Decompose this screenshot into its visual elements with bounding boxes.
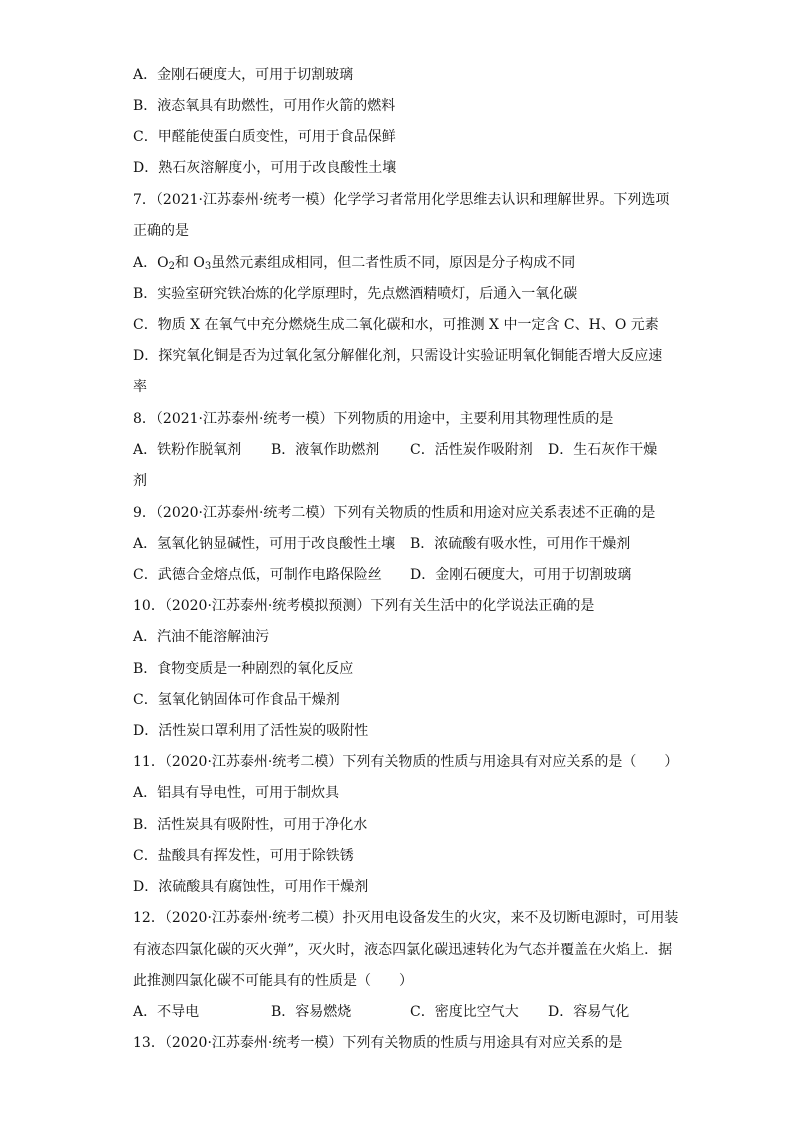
q9-options-row2: [133, 565, 673, 585]
q8-option-d-cont: 剂: [133, 473, 147, 489]
q9-stem: 9．（2020·江苏泰州·统考二模）下列有关物质的性质和用途对应关系表述不正确的是: [133, 505, 656, 521]
q11-option-d: D．浓硫酸具有腐蚀性，可用作干燥剂: [133, 879, 369, 895]
q9-option-b: B．浓硫酸有吸水性，可用作干燥剂: [410, 536, 631, 552]
q11-stem: 11．（2020·江苏泰州·统考二模）下列有关物质的性质与用途具有对应关系的是（ ）: [133, 754, 679, 770]
q6-option-c: C．甲醛能使蛋白质变性，可用于食品保鲜: [133, 129, 396, 145]
q9-options-row1: [133, 534, 673, 554]
q8-option-c: C．活性炭作吸附剂: [410, 442, 533, 458]
q12-stem-line1: 12．（2020·江苏泰州·统考二模）扑灭用电设备发生的火灾，来不及切断电源时，可用装: [133, 910, 679, 926]
q10-stem: 10．（2020·江苏泰州·统考模拟预测）下列有关生活中的化学说法正确的是: [133, 598, 595, 614]
q8-option-d: D．生石灰作干燥: [548, 442, 658, 458]
q7-option-a-prefix: A．O: [133, 255, 169, 271]
q7-option-a-suffix: 虽然元素组成相同，但二者性质不同，原因是分子构成不同: [211, 255, 576, 271]
q13-stem: 13．（2020·江苏泰州·统考一模）下列有关物质的性质与用途具有对应关系的是: [133, 1035, 623, 1051]
q7-option-a-mid: 和 O: [174, 255, 205, 271]
q12-options-row: [133, 1002, 673, 1022]
q7-option-a: [133, 253, 575, 273]
q9-option-c: C．武德合金熔点低，可制作电路保险丝: [133, 567, 382, 583]
q9-option-a: A．氢氧化钠显碱性，可用于改良酸性土壤: [133, 536, 396, 552]
q12-option-a: A．不导电: [133, 1004, 200, 1020]
q10-option-a: A．汽油不能溶解油污: [133, 629, 270, 645]
q11-option-c: C．盐酸具有挥发性，可用于除铁锈: [133, 848, 354, 864]
q6-option-b: B．液态氧具有助燃性，可用作火箭的燃料: [133, 98, 396, 114]
q12-option-c: C．密度比空气大: [410, 1004, 519, 1020]
q6-option-d: D．熟石灰溶解度小，可用于改良酸性土壤: [133, 160, 397, 176]
q11-option-a: A．铝具有导电性，可用于制炊具: [133, 785, 340, 801]
q8-option-a: A．铁粉作脱氧剂: [133, 442, 242, 458]
q12-stem-line3: 此推测四氯化碳不可能具有的性质是（ ）: [133, 973, 413, 989]
q11-option-b: B．活性炭具有吸附性，可用于净化水: [133, 817, 368, 833]
q7-option-d-line1: D．探究氧化铜是否为过氧化氢分解催化剂，只需设计实验证明氧化铜能否增大反应速: [133, 348, 663, 364]
q8-option-b: B．液氧作助燃剂: [271, 442, 380, 458]
q7-stem-line1: 7．（2021·江苏泰州·统考一模）化学学习者常用化学思维去认识和理解世界。下列选项: [133, 192, 670, 208]
q7-stem-line2: 正确的是: [133, 223, 189, 239]
q7-option-b: B．实验室研究铁冶炼的化学原理时，先点燃酒精喷灯，后通入一氧化碳: [133, 286, 578, 302]
q12-stem-line2: 有液态四氯化碳的灭火弹”，灭火时，液态四氯化碳迅速转化为气态并覆盖在火焰上．据: [133, 942, 673, 958]
q8-stem: 8．（2021·江苏泰州·统考一模）下列物质的用途中，主要利用其物理性质的是: [133, 411, 614, 427]
q9-option-d: D．金刚石硬度大，可用于切割玻璃: [410, 567, 632, 583]
q10-option-d: D．活性炭口罩利用了活性炭的吸附性: [133, 723, 369, 739]
q7-option-c: C．物质 X 在氧气中充分燃烧生成二氧化碳和水，可推测 X 中一定含 C、H、O 元素: [133, 317, 659, 333]
q6-option-a: A．金刚石硬度大，可用于切割玻璃: [133, 67, 354, 83]
q10-option-c: C．氢氧化钠固体可作食品干燥剂: [133, 692, 340, 708]
q7-option-d-line2: 率: [133, 379, 147, 395]
q7-option-a-sub1: 2: [168, 261, 175, 272]
q7-option-a-sub2: 3: [204, 261, 212, 272]
q10-option-b: B．食物变质是一种剧烈的氧化反应: [133, 661, 354, 677]
q12-option-b: B．容易燃烧: [271, 1004, 352, 1020]
q8-options-row: [133, 440, 673, 460]
q12-option-d: D．容易气化: [548, 1004, 630, 1020]
